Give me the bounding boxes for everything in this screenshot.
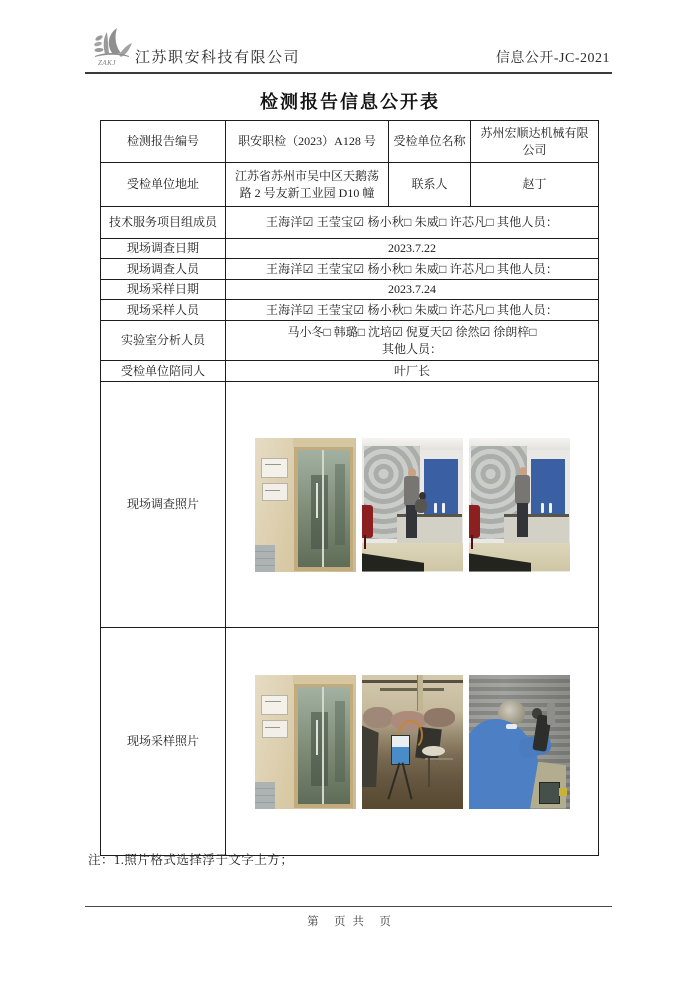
- report-no-value: 职安职检（2023）A128 号: [226, 121, 389, 163]
- photo-detail: [559, 788, 567, 796]
- photo-detail: [265, 464, 281, 465]
- sampling-staff-checklist: 王海洋☑ 王莹宝☑ 杨小秋□ 朱威□ 许芯凡□ 其他人员：: [226, 300, 599, 321]
- photo-detail: [255, 782, 275, 809]
- survey-staff-label: 现场调查人员: [101, 259, 226, 280]
- photo-detail: [362, 680, 463, 683]
- photo-detail: [363, 707, 393, 728]
- disclosure-form-table: [100, 120, 599, 856]
- photo-detail: [265, 727, 280, 728]
- logo-glyph-icon: [91, 26, 133, 60]
- survey-date-value: 2023.7.22: [226, 239, 599, 259]
- sampling-photo-strip: [230, 675, 594, 809]
- table-row: [101, 239, 599, 259]
- footer-divider: [85, 906, 612, 907]
- photo-detail: [362, 505, 373, 539]
- survey-photos-label: 现场调查照片: [101, 382, 226, 628]
- photo-detail: [424, 459, 458, 515]
- photo-detail: [261, 458, 288, 479]
- photo-detail: [322, 450, 324, 568]
- photo-detail: [265, 490, 280, 491]
- photo-detail: [415, 499, 427, 512]
- logo-text: ZAKJ: [98, 59, 116, 67]
- lab-staff-label: 实验室分析人员: [101, 321, 226, 361]
- page-title: 检测报告信息公开表: [260, 92, 440, 112]
- lab-staff-line2: 其他人员：: [381, 341, 442, 356]
- table-row: [101, 321, 599, 361]
- photo-detail: [531, 459, 565, 515]
- survey-photo-strip: [230, 438, 594, 572]
- photo-detail: [539, 782, 560, 804]
- sampling-staff-label: 现场采样人员: [101, 300, 226, 321]
- photo-detail: [255, 545, 275, 572]
- photo-detail: [469, 505, 480, 539]
- photo-detail: [506, 724, 517, 729]
- photo-office-survey-two-staff: [362, 438, 463, 572]
- table-row: [101, 280, 599, 300]
- photo-detail: [471, 535, 473, 548]
- photo-detail: [322, 687, 324, 805]
- sampling-photos-label: 现场采样照片: [101, 628, 226, 856]
- photo-detail: [311, 712, 328, 786]
- company-logo-icon: [91, 26, 133, 68]
- report-no-label: 检测报告编号: [101, 121, 226, 163]
- table-row: [101, 628, 599, 856]
- page-header: [85, 26, 612, 74]
- photo-detail: [424, 708, 455, 727]
- photo-detail: [265, 701, 281, 702]
- sampling-date-label: 现场采样日期: [101, 280, 226, 300]
- table-row: [101, 207, 599, 239]
- photo-workshop-sampling-equipment: [362, 675, 463, 809]
- unit-name-value: 苏州宏顺达机械有限公司: [471, 121, 599, 163]
- photo-detail: [364, 535, 366, 548]
- contact-label: 联系人: [389, 163, 471, 207]
- escort-value: 叶厂长: [226, 361, 599, 382]
- team-label: 技术服务项目组成员: [101, 207, 226, 239]
- photo-detail: [428, 758, 430, 787]
- table-row: [101, 300, 599, 321]
- photo-detail: [504, 514, 570, 546]
- survey-date-label: 现场调查日期: [101, 239, 226, 259]
- unit-name-label: 受检单位名称: [389, 121, 471, 163]
- photo-detail: [549, 503, 552, 512]
- photo-detail: [335, 701, 345, 781]
- doc-code: 信息公开-JC-2021: [495, 51, 610, 66]
- lab-staff-checklist: [226, 321, 599, 361]
- unit-addr-value: 江苏省苏州市吴中区天鹅荡路 2 号友新工业园 D10 幢: [226, 163, 389, 207]
- photo-detail: [335, 464, 345, 544]
- team-checklist: 王海洋☑ 王莹宝☑ 杨小秋□ 朱威□ 许芯凡□ 其他人员：: [226, 207, 599, 239]
- company-name: 江苏职安科技有限公司: [135, 50, 301, 66]
- sampling-pump-icon: [391, 735, 410, 765]
- photo-building-entrance: [255, 675, 356, 809]
- photo-detail: [316, 483, 318, 518]
- lab-staff-line1: 马小冬□ 韩璐□ 沈培☑ 倪夏天☑ 徐然☑ 徐朗梓□: [287, 325, 537, 340]
- table-row: [101, 382, 599, 628]
- table-row: [101, 121, 599, 163]
- photo-detail: [515, 475, 530, 504]
- sampling-photos-cell: [226, 628, 599, 856]
- photo-building-entrance: [255, 438, 356, 572]
- photo-detail: [380, 688, 445, 691]
- table-row: [101, 259, 599, 280]
- survey-staff-checklist: 王海洋☑ 王莹宝☑ 杨小秋□ 朱威□ 许芯凡□ 其他人员：: [226, 259, 599, 280]
- table-row: [101, 163, 599, 207]
- sampling-date-value: 2023.7.24: [226, 280, 599, 300]
- photo-detail: [541, 503, 544, 512]
- page-footer: 第 页 共 页: [307, 916, 393, 928]
- photo-detail: [262, 720, 288, 738]
- photo-detail: [434, 503, 437, 512]
- contact-value: 赵丁: [471, 163, 599, 207]
- table-row: [101, 361, 599, 382]
- photo-detail: [311, 475, 328, 549]
- photo-detail: [261, 695, 288, 716]
- photo-detail: [316, 720, 318, 755]
- footnote: 注：1.照片格式选择浮于文字上方；: [88, 853, 294, 867]
- photo-detail: [417, 675, 423, 711]
- photo-detail: [442, 503, 445, 512]
- photo-office-survey-one-staff: [469, 438, 570, 572]
- escort-label: 受检单位陪同人: [101, 361, 226, 382]
- survey-photos-cell: [226, 382, 599, 628]
- photo-detail: [262, 483, 288, 501]
- photo-detail: [547, 703, 555, 726]
- photo-noise-measurement-roller-door: [469, 675, 570, 809]
- photo-detail: [517, 503, 528, 537]
- photo-detail: [362, 725, 379, 787]
- unit-addr-label: 受检单位地址: [101, 163, 226, 207]
